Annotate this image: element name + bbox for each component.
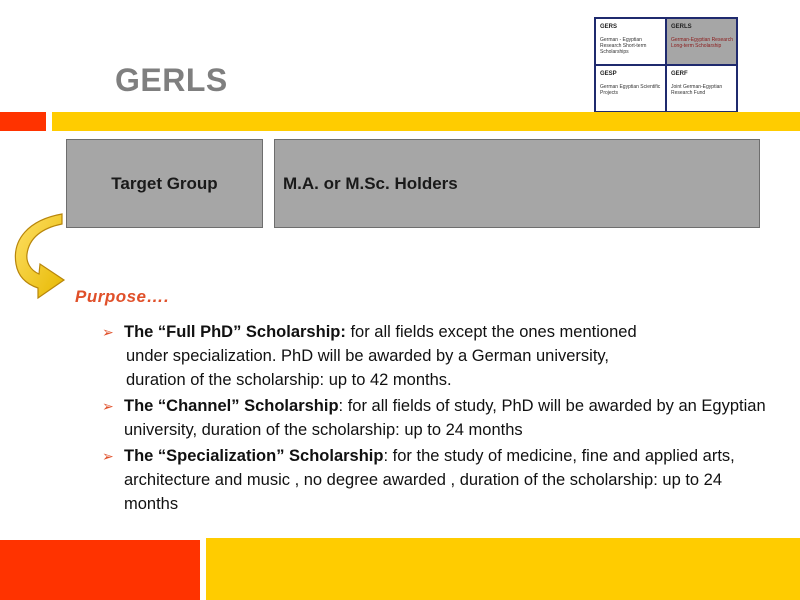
list-item-channel <box>102 394 772 442</box>
bottom-yellow-bar <box>206 538 800 600</box>
list-item-full-phd <box>102 320 772 392</box>
item-text-line: duration of the scholarship: up to 42 months. <box>126 371 452 389</box>
logo-cell-gesp <box>596 66 665 111</box>
bottom-red-bar <box>0 540 200 600</box>
item-text-line: under specialization. PhD will be awarded by a German university, <box>126 347 610 365</box>
slide-title: GERLS <box>115 62 228 98</box>
logo-cell-gerf <box>667 66 736 111</box>
logo-cell-desc: German-Egyptian Research Long-term Scholarship <box>671 37 733 49</box>
logo-cell-gers <box>596 19 665 64</box>
top-yellow-bar <box>52 112 800 131</box>
top-red-bar <box>0 112 46 131</box>
purpose-heading: Purpose…. <box>75 287 170 306</box>
list-item-specialization <box>102 444 772 516</box>
scholarship-list <box>102 320 772 516</box>
target-group-label: Target Group <box>111 173 218 193</box>
arrow-bullet-icon: ➢ <box>102 324 114 340</box>
item-title: The “Full PhD” Scholarship: <box>124 323 346 341</box>
logo-cell-name: GERF <box>671 71 688 77</box>
logo-cell-desc: German - Egyptian Research Short-term Scholarships <box>600 37 647 55</box>
logo-cell-gerls <box>667 19 736 64</box>
logo-cell-name: GESP <box>600 71 617 77</box>
item-text: : for all fields of study, PhD will be awarded by an Egyptian university, duration of the scholarship: up to 24 months <box>124 397 766 439</box>
target-group-value: M.A. or M.Sc. Holders <box>283 173 458 193</box>
arrow-bullet-icon: ➢ <box>102 398 114 414</box>
target-group-label-box <box>66 139 263 228</box>
logo-cell-desc: Joint German-Egyptian Research Fund <box>671 84 723 96</box>
logo-cell-desc: German Egyptian Scientific Projects <box>600 84 661 96</box>
item-text: for all fields except the ones mentioned <box>345 323 637 341</box>
target-group-value-box <box>274 139 760 228</box>
arrow-bullet-icon: ➢ <box>102 448 114 464</box>
curved-arrow-icon <box>8 212 68 302</box>
program-logo-grid <box>594 17 738 113</box>
logo-cell-name: GERLS <box>671 24 692 30</box>
logo-cell-name: GERS <box>600 24 618 30</box>
item-text: : for the study of medicine, fine and applied arts, architecture and music , no degree awarded , duration of the scholarship: up to 24 months <box>124 447 735 513</box>
item-title: The “Specialization” Scholarship <box>124 447 384 465</box>
item-title: The “Channel” Scholarship <box>124 397 339 415</box>
